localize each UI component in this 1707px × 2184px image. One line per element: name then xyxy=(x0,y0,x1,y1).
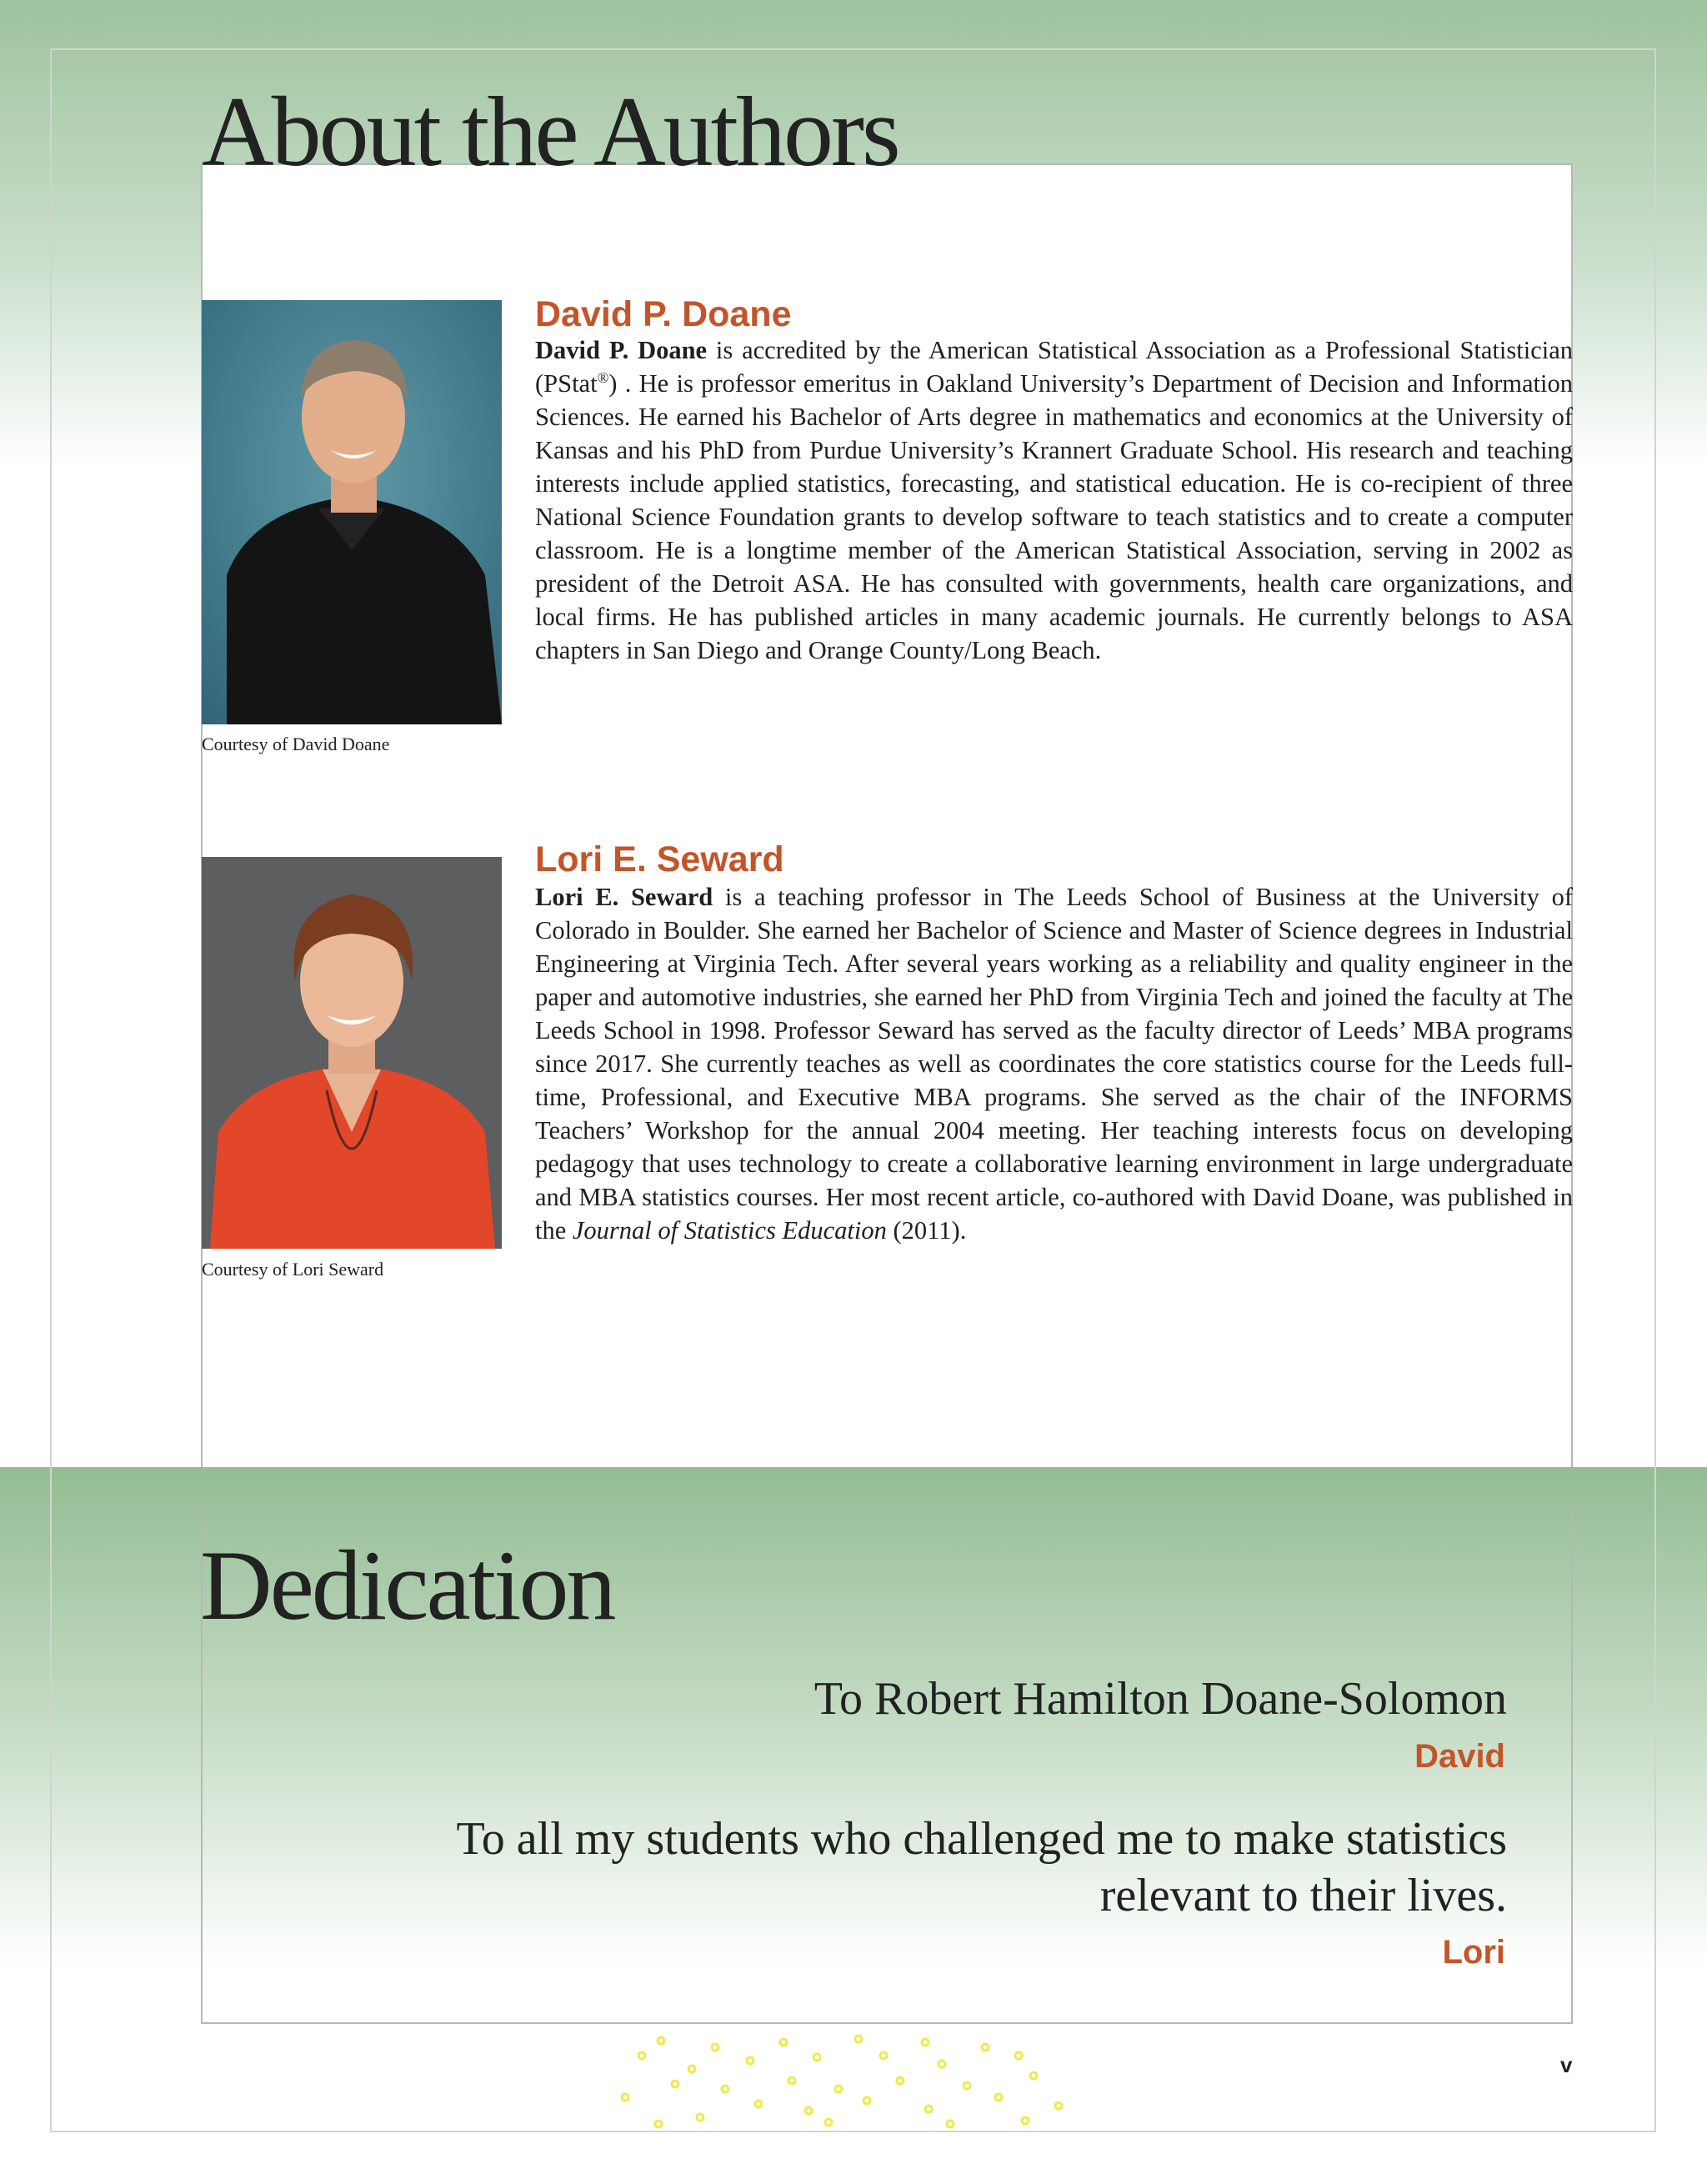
bio-text: (2011). xyxy=(886,1216,967,1245)
decorative-dots xyxy=(608,2031,1109,2134)
author-bio xyxy=(535,333,1573,667)
author-name: David P. Doane xyxy=(535,294,792,334)
page-number: v xyxy=(1560,2052,1573,2077)
authors-heading: About the Authors xyxy=(202,76,899,187)
bio-bold-name: David P. Doane xyxy=(535,336,708,364)
journal-title: Journal of Statistics Education xyxy=(572,1216,887,1245)
author-bio xyxy=(535,880,1573,1247)
dedication-heading: Dedication xyxy=(200,1530,614,1641)
dedication-signature: Lori xyxy=(1442,1934,1505,1971)
author-name: Lori E. Seward xyxy=(535,839,784,879)
author-photo-doane xyxy=(202,300,502,724)
registered-mark: ® xyxy=(597,368,609,386)
bio-text: ) . He is professor emeritus in Oakland University’s Department of Decision and Information Sciences. He earned his Bachelor of Arts degree in mathematics and economics at the University of Kansas and his PhD from Purdue University’s Krannert Graduate School. His research and teaching interests include applied statistics, forecasting, and statistical education. He is co-recipient of three National Science Foundation grants to develop software to teach statistics and to create a computer classroom. He is a longtime member of the American Statistical Association, serving in 2002 as president of the Detroit ASA. He has consulted with governments, health care organizations, and local firms. He has published articles in many academic journals. He currently belongs to ASA chapters in San Diego and Orange County/Long Beach. xyxy=(535,369,1573,664)
dedication-text: To all my students who challenged me to make statistics relevant to their lives. xyxy=(456,1813,1507,1921)
bio-bold-name: Lori E. Seward xyxy=(535,883,713,911)
dedication-text: To Robert Hamilton Doane-Solomon xyxy=(813,1673,1507,1725)
author-photo-seward xyxy=(202,857,502,1249)
dedication-signature: David xyxy=(1414,1738,1505,1775)
bio-text: is a teaching professor in The Leeds School of Business at the University of Colorado in Boulder. She earned her Bachelor of Science and Master of Science degrees in Industrial Engineering at Virginia Tech. After several years working as a reliability and quality engineer in the paper and automotive industries, she earned her PhD from Virginia Tech and joined the faculty at The Leeds School in 1998. Professor Seward has served as the faculty director of Leeds’ MBA programs since 2017. She currently teaches as well as coordinates the core statistics course for the Leeds full-time, Professional, and Executive MBA programs. She served as the chair of the INFORMS Teachers’ Workshop for the annual 2004 meeting. Her teaching interests focus on developing pedagogy that uses technology to create a collaborative learning environment in large undergraduate and MBA statistics courses. Her most recent article, co-authored with David Doane, was published in the xyxy=(535,883,1573,1245)
photo-caption: Courtesy of Lori Seward xyxy=(202,1259,384,1280)
photo-caption: Courtesy of David Doane xyxy=(202,734,390,754)
bio-text: is accredited by the American Statistical Association as a Professional Statistician (PStat xyxy=(535,336,1573,398)
